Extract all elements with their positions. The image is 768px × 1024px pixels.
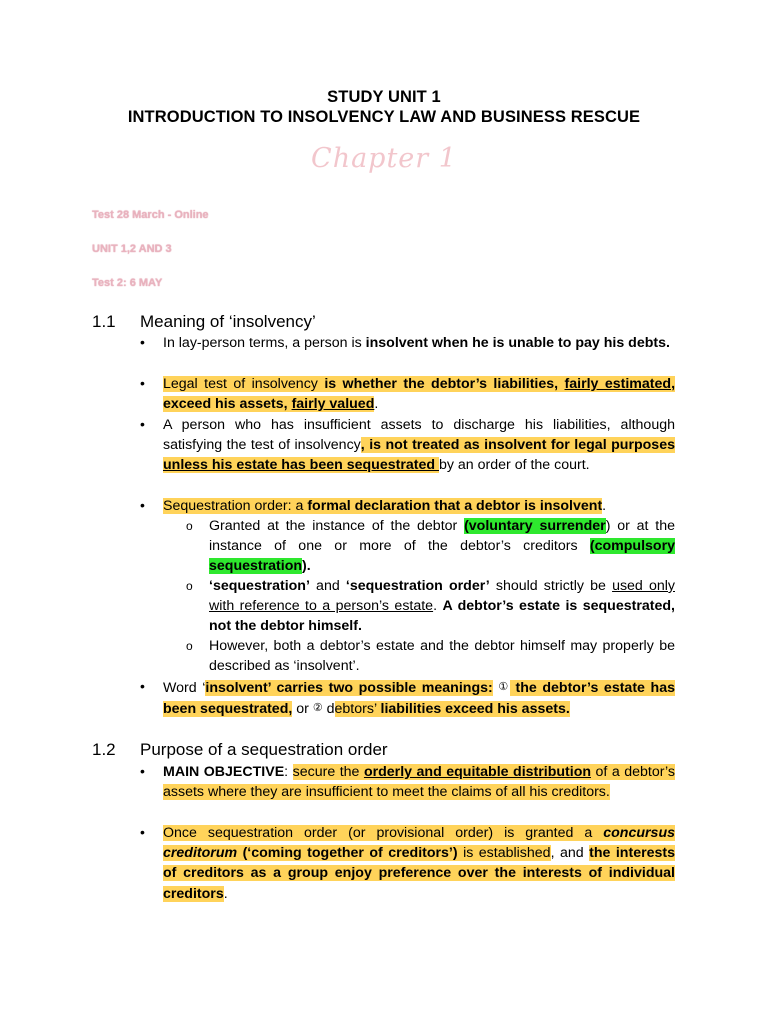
bullet-icon: • xyxy=(140,497,145,513)
bullet-icon: • xyxy=(140,334,145,350)
section-title: Meaning of ‘insolvency’ xyxy=(140,312,316,331)
section-heading-1-1 xyxy=(92,312,316,332)
paragraph-legal-test: Legal test of insolvency is whether the debtor’s liabilities, fairly estimated, exceed his assets, fairly valued. xyxy=(163,376,676,413)
paragraph-sequestration-order: Sequestration order: a formal declaration that a debtor is insolvent. xyxy=(163,498,607,514)
paragraph-concursus: Once sequestration order (or provisional order) is granted a concursus creditorum (‘coming together of creditors’) is established, and the interests of creditors as a group enjoy preference over the interests of individual creditors. xyxy=(163,825,675,902)
note-test-1: Test 28 March - Online xyxy=(92,209,209,221)
unit-subtitle: INTRODUCTION TO INSOLVENCY LAW AND BUSINESS RESCUE xyxy=(127,108,641,126)
section-title: Purpose of a sequestration order xyxy=(140,740,388,759)
paragraph-insufficient-assets: A person who has insufficient assets to discharge his liabilities, although satisfying the test of insolvency, is not treated as insolvent for legal purposes unless his estate has been sequestrated by an order of the court. xyxy=(163,417,675,474)
section-heading-1-2 xyxy=(92,740,388,760)
bullet-icon: • xyxy=(140,678,145,694)
note-test-2: Test 2: 6 MAY xyxy=(92,277,163,289)
circled-one-icon: ① xyxy=(498,681,510,693)
subparagraph-both-insolvent: However, both a debtor’s estate and the debtor himself may properly be described as ‘insolvent’. xyxy=(209,638,675,675)
bullet-icon: • xyxy=(140,375,145,391)
paragraph-main-objective: MAIN OBJECTIVE: secure the orderly and equitable distribution of a debtor’s assets where they are insufficient to meet the claims of all his creditors. xyxy=(163,764,676,801)
bullet-icon: • xyxy=(140,824,145,840)
study-unit-title: STUDY UNIT 1 xyxy=(327,88,441,106)
subparagraph-terminology: ‘sequestration’ and ‘sequestration order’ should strictly be used only with reference to a person’s estate. A debtor’s estate is sequestrated, not the debtor himself. xyxy=(209,578,675,635)
section-number: 1.1 xyxy=(92,312,116,331)
paragraph-two-meanings: Word ‘insolvent’ carries two possible meanings: ① the debtor’s estate has been sequestrated, or ② debtors’ liabilities exceed his assets. xyxy=(163,680,675,718)
bullet-icon: • xyxy=(140,416,145,432)
subparagraph-granted: Granted at the instance of the debtor (voluntary surrender) or at the instance of one or more of the debtor’s creditors (compulsory sequestration). xyxy=(209,518,675,575)
bullet-icon: • xyxy=(140,763,145,779)
circled-two-icon: ② xyxy=(312,702,323,715)
circle-bullet-icon: o xyxy=(186,579,193,593)
circle-bullet-icon: o xyxy=(186,639,193,653)
circle-bullet-icon: o xyxy=(186,519,193,533)
note-units: UNIT 1,2 AND 3 xyxy=(92,243,172,255)
section-number: 1.2 xyxy=(92,740,116,759)
paragraph-lay-person: In lay-person terms, a person is insolvent when he is unable to pay his debts. xyxy=(163,335,670,351)
chapter-script-logo: Chapter 1 xyxy=(311,143,457,174)
